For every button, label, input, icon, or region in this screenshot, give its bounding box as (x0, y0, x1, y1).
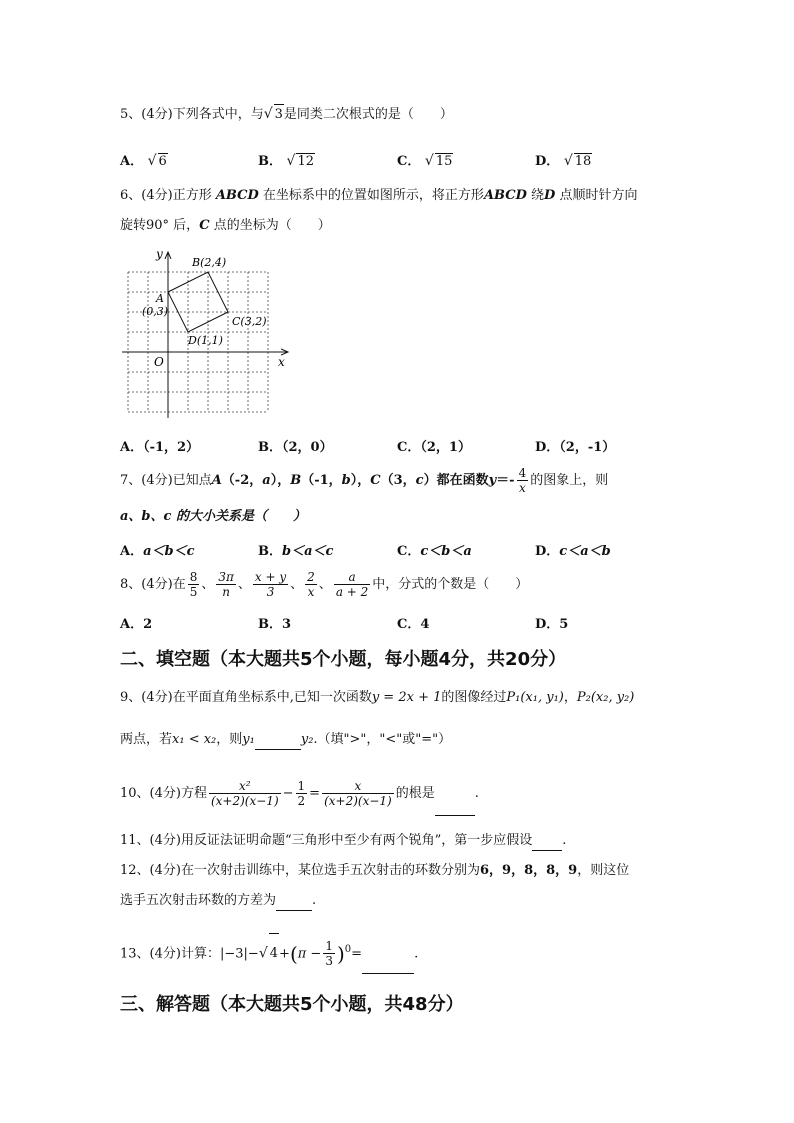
label-d: D(1,1) (188, 334, 223, 347)
q8-option-b: B．3 (258, 617, 292, 632)
q8-option-d: D．5 (535, 617, 569, 632)
q7-option-c: C．c＜b＜a (397, 544, 472, 559)
answer-blank[interactable] (435, 815, 475, 816)
q10-frac-1: $\frac{\text{x²}}{(x+2)(x-1)}$ (210, 779, 279, 808)
question-12: 12、(4分)在一次射击训练中，某位选手五次射击的环数分别为6，9，8，8，9，则这位 (120, 863, 630, 878)
q7-option-d: D．c＜a＜b (535, 544, 611, 559)
q7-option-a: A．a＜b＜c (120, 544, 195, 559)
q13-frac: $\frac{1}{3}$ (325, 939, 333, 969)
q8-frac-5: $\frac{a}{a + 2}$ (335, 570, 369, 599)
axis-x-label: x (278, 355, 285, 369)
question-8: 8、(4分)在 $\frac{8}{5}$ 、 $\frac{3\pi}{n}$ 、 $\frac{x + y}{3}$ 、 $\frac{2}{x}$ 、 $\frac{a}{a + 2}$ 中，分式的个数是（ ） (120, 570, 529, 599)
q5-option-d: D． √ 18 (535, 153, 592, 169)
q6-option-a: A．（-1，2） (120, 440, 200, 455)
q6-option-d: D．（2，-1） (535, 440, 616, 455)
origin-label: O (154, 355, 164, 369)
question-7: 7、(4分)已知点A（-2，a），B（-1，b），C（3，c）都在函数y＝- $\frac{4}{x}$ 的图象上，则 (120, 466, 609, 495)
question-9: 9、(4分)在平面直角坐标系中,已知一次函数y = 2x + 1的图像经过P₁(x₁, y₁)，P₂(x₂, y₂) (120, 690, 635, 705)
label-b: B(2,4) (192, 256, 227, 269)
q7-fraction: $\frac{4}{x}$ (518, 466, 527, 495)
q8-frac-4: $\frac{2}{x}$ (307, 570, 315, 599)
answer-blank[interactable] (276, 910, 312, 911)
axis-y-label: y (156, 247, 163, 261)
section-2-heading: 二、填空题（本大题共5个小题，每小题4分，共20分） (120, 649, 567, 670)
question-6-line2: 旋转90° 后，C 点的坐标为（ ） (120, 218, 331, 233)
q8-frac-2: $\frac{3\pi}{n}$ (218, 570, 234, 599)
q6-option-b: B．（2，0） (258, 440, 333, 455)
q5-option-a: A． √ 6 (120, 153, 167, 169)
question-12-line2: 选手五次射击环数的方差为 . (120, 891, 316, 911)
answer-blank[interactable] (255, 749, 301, 750)
q10-frac-3: $\frac{x}{(x+2)(x-1)}$ (324, 779, 392, 808)
question-6: 6、(4分)正方形 ABCD 在坐标系中的位置如图所示，将正方形ABCD 绕D 点顺时针方向 (120, 188, 638, 203)
square-abcd (168, 272, 228, 332)
q8-frac-3: $\frac{x + y}{3}$ (254, 570, 287, 599)
question-13: 13、(4分)计算：|−3|−√ 4+(π − $\frac{1}{3}$ )$^0$= . (120, 930, 418, 974)
q5-option-c: C． √ 15 (397, 153, 453, 169)
q8-frac-1: $\frac{8}{5}$ (189, 570, 198, 599)
q8-option-a: A．2 (120, 617, 153, 632)
answer-blank[interactable] (532, 850, 562, 851)
label-a-coord: (0,3) (142, 305, 169, 318)
question-10: 10、(4分)方程 $\frac{\text{x²}}{(x+2)(x-1)}$ − $\frac{1}{2}$ = $\frac{x}{(x+2)(x-1)}$ 的根是 . (120, 772, 479, 816)
q10-frac-2: $\frac{1}{2}$ (297, 779, 306, 808)
question-7-line2: a、b、c 的大小关系是（ ） (120, 509, 306, 524)
section-3-heading: 三、解答题（本大题共5个小题，共48分） (120, 994, 464, 1015)
label-c: C(3,2) (232, 315, 267, 328)
q5-option-b: B． √ 12 (258, 153, 314, 169)
q6-option-c: C．（2，1） (397, 440, 471, 455)
question-5: 5、(4分)下列各式中，与√ 3是同类二次根式的是（ ） (120, 104, 453, 125)
answer-blank[interactable] (362, 973, 414, 974)
label-a: A (156, 292, 164, 305)
question-9-line2: 两点，若x₁ < x₂，则y₁ y₂.（填">"，"<"或"="） (120, 730, 451, 750)
q8-option-c: C．4 (397, 617, 430, 632)
coordinate-figure (118, 244, 298, 420)
question-11: 11、(4分)用反证法证明命题“三角形中至少有两个锐角”，第一步应假设 . (120, 831, 566, 851)
q7-option-b: B．b＜a＜c (258, 544, 334, 559)
